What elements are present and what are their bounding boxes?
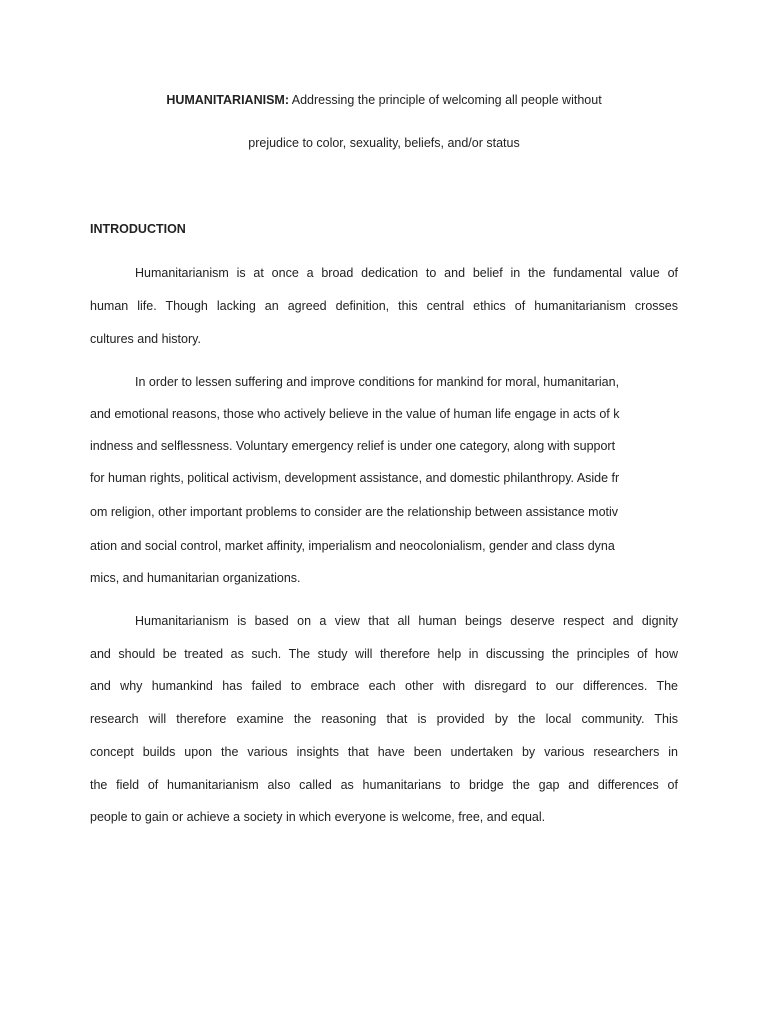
document-title <box>0 93 768 107</box>
paragraph-line: om religion, other important problems to consider are the relationship between assistance motiv <box>90 505 619 519</box>
paragraph-line: Humanitarianism is based on a view that all human beings deserve respect and dignity <box>135 614 678 628</box>
paragraph-line: In order to lessen suffering and improve conditions for mankind for moral, humanitarian, <box>135 375 620 389</box>
title-rest-part: Addressing the principle of welcoming all people without <box>288 93 602 107</box>
paragraph-line: indness and selflessness. Voluntary emergency relief is under one category, along with support <box>90 439 616 453</box>
paragraph-line: and should be treated as such. The study will therefore help in discussing the principles of how <box>90 647 678 661</box>
paragraph-line: the field of humanitarianism also called as humanitarians to bridge the gap and differences of <box>90 778 678 792</box>
document-subtitle: prejudice to color, sexuality, beliefs, and/or status <box>248 136 520 150</box>
section-heading: INTRODUCTION <box>90 222 186 236</box>
paragraph-line: cultures and history. <box>90 332 201 346</box>
paragraph-line: ation and social control, market affinity, imperialism and neocolonialism, gender and class dyna <box>90 539 615 553</box>
paragraph-line: people to gain or achieve a society in which everyone is welcome, free, and equal. <box>90 810 546 824</box>
title-bold-part: HUMANITARIANISM: <box>166 93 289 107</box>
paragraph-line: mics, and humanitarian organizations. <box>90 571 301 585</box>
paragraph-line: and emotional reasons, those who actively believe in the value of human life engage in acts of k <box>90 407 620 421</box>
paragraph-line: concept builds upon the various insights that have been undertaken by various researchers in <box>90 745 678 759</box>
paragraph-line: for human rights, political activism, development assistance, and domestic philanthropy. Aside fr <box>90 471 620 485</box>
paragraph-line: and why humankind has failed to embrace each other with disregard to our differences. The <box>90 679 678 693</box>
paragraph-line: human life. Though lacking an agreed definition, this central ethics of humanitarianism crosses <box>90 299 678 313</box>
paragraph-line: research will therefore examine the reasoning that is provided by the local community. This <box>90 712 678 726</box>
paragraph-line: Humanitarianism is at once a broad dedication to and belief in the fundamental value of <box>135 266 678 280</box>
